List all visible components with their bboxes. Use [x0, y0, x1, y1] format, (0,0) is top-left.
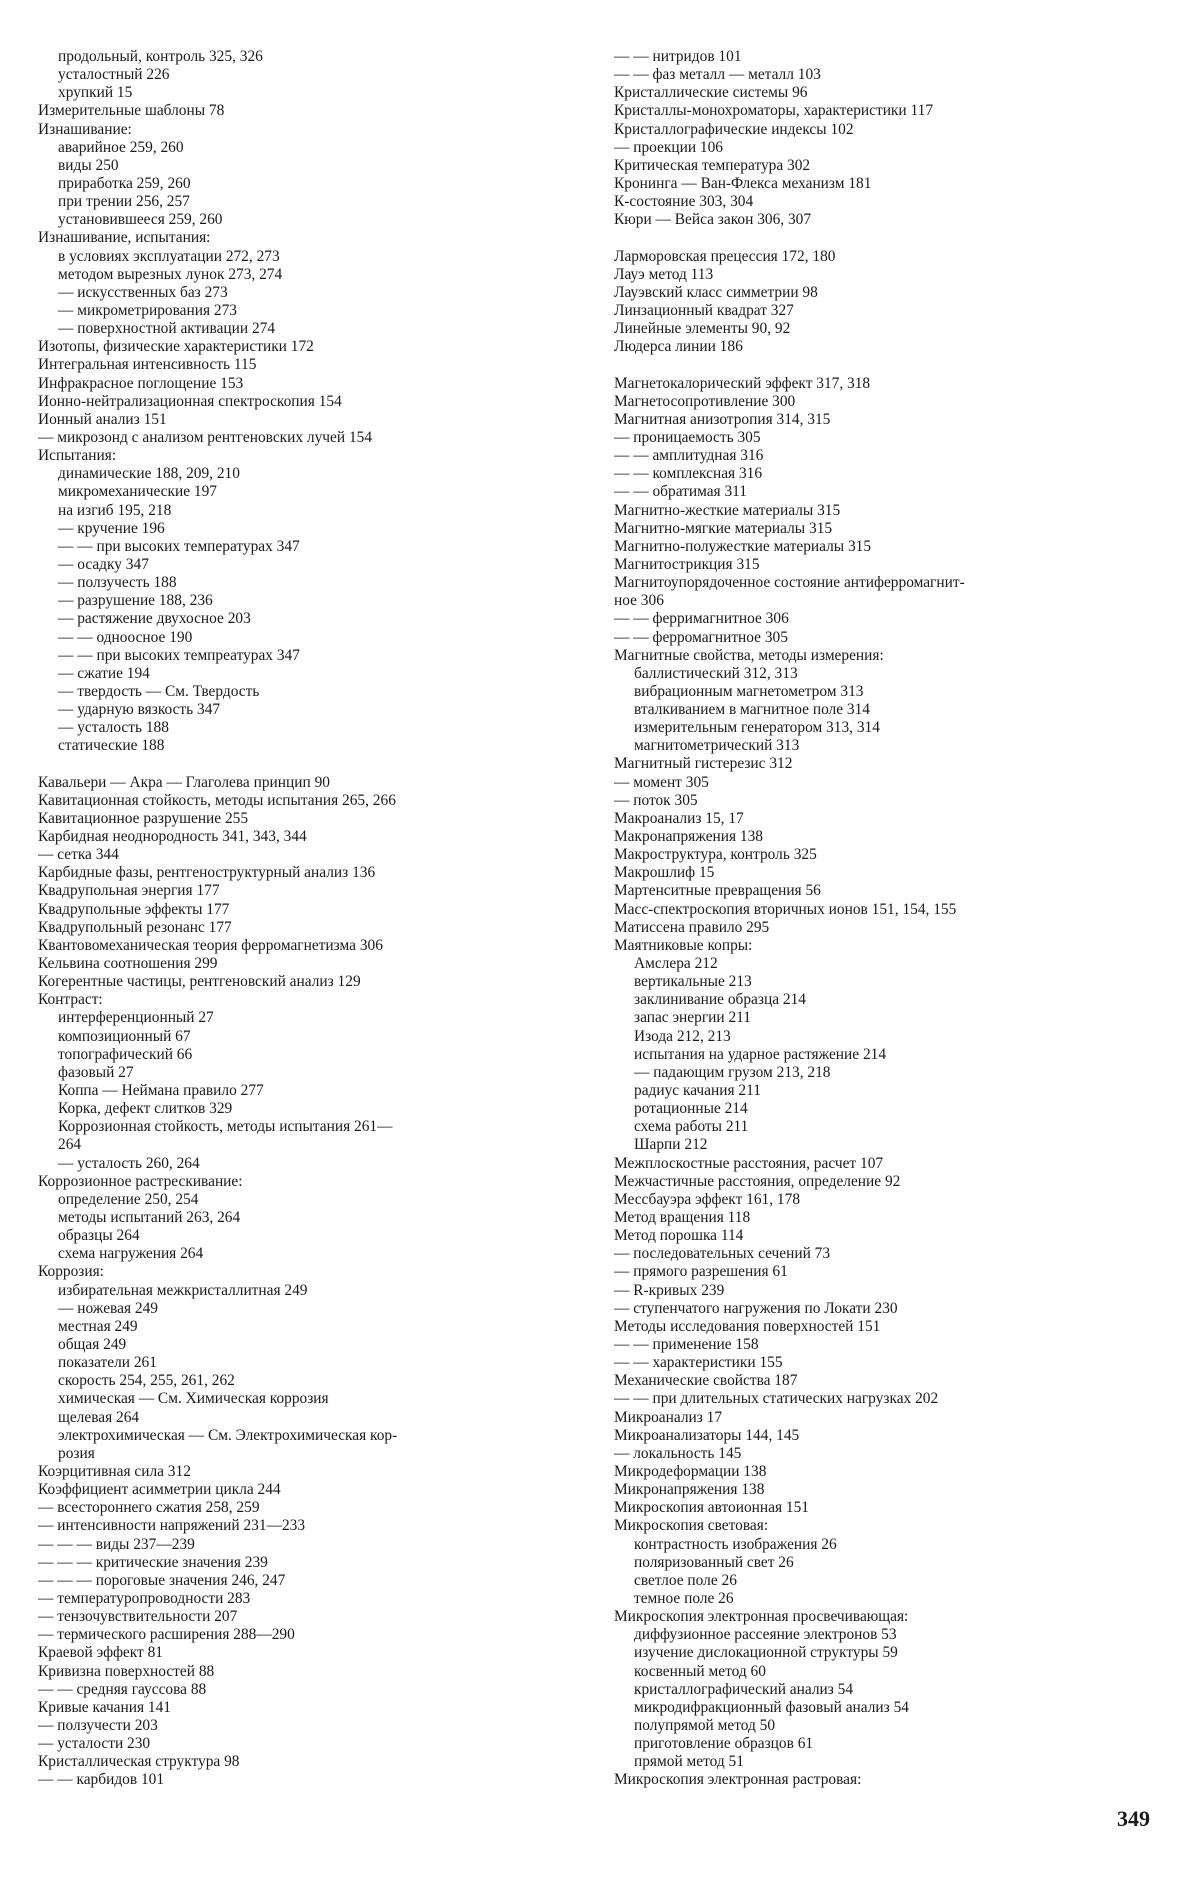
- index-entry: скорость 254, 255, 261, 262: [58, 1372, 235, 1390]
- index-entry: Методы исследования поверхностей 151: [614, 1317, 881, 1335]
- index-entry: Линейные элементы 90, 92: [614, 320, 791, 338]
- index-entry: вталкиванием в магнитное поле 314: [634, 701, 871, 719]
- index-entry: усталостный 226: [58, 66, 170, 84]
- index-entry: — момент 305: [614, 773, 709, 791]
- index-entry: Магнетокалорический эффект 317, 318: [614, 374, 871, 392]
- index-entry: композиционный 67: [58, 1027, 191, 1045]
- index-entry: при трении 256, 257: [58, 193, 190, 211]
- index-entry: на изгиб 195, 218: [58, 501, 172, 519]
- index-entry: показатели 261: [58, 1354, 157, 1372]
- index-entry: Измерительные шаблоны 78: [38, 102, 225, 120]
- index-entry: Матиссена правило 295: [614, 918, 770, 936]
- index-column-left: [38, 48, 583, 1790]
- index-entry: ное 306: [614, 592, 664, 610]
- index-entry: в условиях эксплуатации 272, 273: [58, 247, 280, 265]
- index-entry: определение 250, 254: [58, 1190, 199, 1208]
- index-gap: [614, 356, 1166, 374]
- index-entry: полупрямой метод 50: [634, 1716, 776, 1734]
- index-entry: Квантовомеханическая теория ферромагнетизма 306: [38, 936, 383, 954]
- index-entry: Микроскопия световая:: [614, 1517, 769, 1535]
- index-entry: образцы 264: [58, 1227, 140, 1245]
- index-entry: — микрозонд с анализом рентгеновских лучей 154: [38, 428, 373, 446]
- index-entry: Кривизна поверхностей 88: [38, 1662, 215, 1680]
- index-entry: Микроскопия автоионная 151: [614, 1499, 809, 1517]
- index-entry: хрупкий 15: [58, 84, 133, 102]
- index-entry: Кривые качания 141: [38, 1698, 171, 1716]
- index-entry: Кристаллы-монохроматоры, характеристики 117: [614, 102, 934, 120]
- index-entry: — — нитридов 101: [614, 48, 742, 65]
- index-entry: Ионный анализ 151: [38, 410, 167, 428]
- index-entry: Линзационный квадрат 327: [614, 301, 794, 319]
- index-entry: — интенсивности напряжений 231—233: [38, 1517, 306, 1535]
- index-entry: вертикальные 213: [634, 973, 752, 991]
- index-entry: К-состояние 303, 304: [614, 193, 754, 211]
- index-entry: Коррозионное растрескивание:: [38, 1172, 243, 1190]
- index-entry: динамические 188, 209, 210: [58, 465, 240, 483]
- index-entry: ротационные 214: [634, 1100, 748, 1118]
- index-entry: — растяжение двухосное 203: [58, 610, 251, 628]
- index-entry: — усталость 188: [58, 719, 169, 737]
- index-entry: приработка 259, 260: [58, 174, 191, 192]
- index-entry: Кавитационное разрушение 255: [38, 809, 249, 827]
- index-entry: продольный, контроль 325, 326: [58, 48, 263, 65]
- index-entry: Коэффициент асимметрии цикла 244: [38, 1481, 281, 1499]
- index-entry: щелевая 264: [58, 1408, 140, 1426]
- index-entry: Коррозия:: [38, 1263, 104, 1281]
- index-entry: — температуропроводности 283: [38, 1589, 251, 1607]
- index-entry: — — характеристики 155: [614, 1354, 783, 1372]
- index-entry: Лауэ метод 113: [614, 265, 714, 283]
- index-entry: вибрационным магнетометром 313: [634, 682, 864, 700]
- index-entry: Кавальери — Акра — Глаголева принцип 90: [38, 773, 330, 791]
- index-entry: — — карбидов 101: [38, 1771, 165, 1789]
- index-entry: — — применение 158: [614, 1335, 759, 1353]
- index-entry: — ножевая 249: [58, 1299, 158, 1317]
- index-entry: — ползучести 203: [38, 1716, 158, 1734]
- index-entry: Изода 212, 213: [634, 1027, 731, 1045]
- index-gap: [614, 229, 1166, 247]
- index-entry: заклинивание образца 214: [634, 991, 806, 1009]
- index-entry: статические 188: [58, 737, 165, 755]
- index-entry: Микроскопия электронная растровая:: [614, 1771, 862, 1789]
- index-entry: — — — пороговые значения 246, 247: [38, 1571, 286, 1589]
- index-entry: схема нагружения 264: [58, 1245, 204, 1263]
- index-entry: Механические свойства 187: [614, 1372, 798, 1390]
- index-entry: приготовление образцов 61: [634, 1735, 814, 1753]
- index-entry: — усталости 230: [38, 1735, 151, 1753]
- index-entry: Когерентные частицы, рентгеновский анализ 129: [38, 973, 361, 991]
- index-entry: магнитометрический 313: [634, 737, 800, 755]
- index-entry: прямой метод 51: [634, 1753, 744, 1771]
- index-entry: Кристаллические системы 96: [614, 84, 808, 102]
- index-entry: изучение дислокационной структуры 59: [634, 1644, 898, 1662]
- index-entry: микродифракционный фазовый анализ 54: [634, 1698, 909, 1716]
- index-entry: — проекции 106: [614, 138, 724, 156]
- index-entry: Кристаллографические индексы 102: [614, 120, 854, 138]
- index-entry: — микрометрирования 273: [58, 301, 237, 319]
- index-entry: Квадрупольная энергия 177: [38, 882, 220, 900]
- index-entry: Корка, дефект слитков 329: [58, 1100, 233, 1118]
- index-entry: Шарпи 212: [634, 1136, 708, 1154]
- index-entry: Лауэвский класс симметрии 98: [614, 283, 818, 301]
- index-entry: Изотопы, физические характеристики 172: [38, 338, 314, 356]
- index-entry: Инфракрасное поглощение 153: [38, 374, 244, 392]
- index-entry: общая 249: [58, 1335, 127, 1353]
- index-entry: Микроанализаторы 144, 145: [614, 1426, 800, 1444]
- index-entry: — кручение 196: [58, 519, 165, 537]
- index-entry: баллистический 312, 313: [634, 664, 798, 682]
- index-entry: методом вырезных лунок 273, 274: [58, 265, 283, 283]
- index-entry: — R-кривых 239: [614, 1281, 725, 1299]
- index-entry: избирательная межкристаллитная 249: [58, 1281, 308, 1299]
- index-entry: — — комплексная 316: [614, 465, 763, 483]
- index-entry: — искусственных баз 273: [58, 283, 228, 301]
- index-entry: Микроанализ 17: [614, 1408, 723, 1426]
- index-entry: Микронапряжения 138: [614, 1481, 765, 1499]
- index-entry: — проницаемость 305: [614, 428, 761, 446]
- index-entry: темное поле 26: [634, 1589, 734, 1607]
- index-entry: — — — критические значения 239: [38, 1553, 268, 1571]
- index-entry: — осадку 347: [58, 555, 149, 573]
- index-entry: — падающим грузом 213, 218: [634, 1063, 831, 1081]
- index-entry: топографический 66: [58, 1045, 193, 1063]
- index-entry: Магнитострикция 315: [614, 555, 760, 573]
- index-entry: запас энергии 211: [634, 1009, 751, 1027]
- index-entry: — прямого разрешения 61: [614, 1263, 788, 1281]
- index-entry: Магнитно-мягкие материалы 315: [614, 519, 833, 537]
- index-entry: Магнетосопротивление 300: [614, 392, 796, 410]
- index-entry: Ларморовская прецессия 172, 180: [614, 247, 836, 265]
- index-entry: — — одноосное 190: [58, 628, 193, 646]
- index-entry: — — обратимая 311: [614, 483, 747, 501]
- index-entry: Метод вращения 118: [614, 1209, 751, 1226]
- index-entry: — — ферримагнитное 306: [614, 610, 789, 628]
- index-entry: Макроструктура, контроль 325: [614, 846, 817, 864]
- page-number: 349: [1117, 1806, 1150, 1831]
- index-entry: виды 250: [58, 156, 119, 174]
- index-entry: радиус качания 211: [634, 1082, 761, 1100]
- index-entry: местная 249: [58, 1317, 138, 1335]
- index-entry: кристаллографический анализ 54: [634, 1680, 854, 1698]
- index-entry: интерференционный 27: [58, 1009, 214, 1027]
- index-entry: — поток 305: [614, 791, 698, 809]
- index-entry: Кристаллическая структура 98: [38, 1753, 240, 1771]
- index-entry: Коппа — Неймана правило 277: [58, 1082, 264, 1100]
- index-entry: поляризованный свет 26: [634, 1553, 794, 1571]
- index-entry: микромеханические 197: [58, 483, 217, 501]
- index-entry: — — ферромагнитное 305: [614, 628, 788, 646]
- index-entry: Мартенситные превращения 56: [614, 882, 821, 900]
- index-entry: Квадрупольные эффекты 177: [38, 900, 230, 918]
- index-entry: Карбидные фазы, рентгеноструктурный анализ 136: [38, 864, 376, 882]
- index-entry: Мессбауэра эффект 161, 178: [614, 1190, 801, 1208]
- index-entry: электрохимическая — См. Электрохимическая кор-: [58, 1426, 398, 1444]
- index-entry: — поверхностной активации 274: [58, 320, 276, 338]
- index-entry: — ступенчатого нагружения по Локати 230: [614, 1299, 898, 1317]
- index-entry: испытания на ударное растяжение 214: [634, 1045, 887, 1063]
- index-entry: Карбидная неоднородность 341, 343, 344: [38, 828, 307, 846]
- index-entry: Межплоскостные расстояния, расчет 107: [614, 1154, 884, 1172]
- index-entry: — — амплитудная 316: [614, 447, 764, 465]
- index-entry: аварийное 259, 260: [58, 138, 184, 156]
- index-entry: — сжатие 194: [58, 664, 150, 682]
- index-entry: установившееся 259, 260: [58, 211, 223, 229]
- index-entry: диффузионное рассеяние электронов 53: [634, 1626, 897, 1644]
- index-entry: Кавитационная стойкость, методы испытания 265, 266: [38, 791, 396, 809]
- index-entry: — — средняя гауссова 88: [38, 1680, 207, 1698]
- index-entry: Магнитоупорядоченное состояние антиферромагнит-: [614, 574, 965, 592]
- index-column-right: [614, 48, 1166, 1790]
- index-entry: — последовательных сечений 73: [614, 1245, 831, 1263]
- index-entry: розия: [58, 1444, 95, 1462]
- index-entry: Кельвина соотношения 299: [38, 955, 218, 973]
- index-entry: Краевой эффект 81: [38, 1644, 164, 1662]
- index-entry: — сетка 344: [38, 846, 119, 864]
- index-entry: Испытания:: [38, 447, 117, 465]
- index-entry: Контраст:: [38, 991, 103, 1009]
- index-entry: Метод порошка 114: [614, 1227, 744, 1245]
- index-entry: Масс-спектроскопия вторичных ионов 151, 154, 155: [614, 900, 957, 918]
- index-entry: Изнашивание:: [38, 120, 132, 138]
- index-entry: Макрошлиф 15: [614, 864, 715, 882]
- index-entry: Кюри — Вейса закон 306, 307: [614, 211, 812, 229]
- index-entry: Макроанализ 15, 17: [614, 809, 744, 827]
- index-entry: Магнитно-полужесткие материалы 315: [614, 537, 872, 555]
- index-entry: методы испытаний 263, 264: [58, 1209, 241, 1226]
- index-entry: Межчастичные расстояния, определение 92: [614, 1172, 901, 1190]
- index-entry: Людерса линии 186: [614, 338, 743, 356]
- index-entry: — тензочувствительности 207: [38, 1608, 238, 1626]
- index-entry: химическая — См. Химическая коррозия: [58, 1390, 329, 1408]
- index-entry: Магнитный гистерезис 312: [614, 755, 793, 773]
- index-entry: — — фаз металл — металл 103: [614, 66, 821, 84]
- index-entry: Кронинга — Ван-Флекса механизм 181: [614, 174, 872, 192]
- index-entry: Микродеформации 138: [614, 1462, 767, 1480]
- index-entry: — локальность 145: [614, 1444, 742, 1462]
- index-entry: Макронапряжения 138: [614, 828, 764, 846]
- index-entry: Амслера 212: [634, 955, 718, 973]
- index-entry: Магнитная анизотропия 314, 315: [614, 410, 831, 428]
- index-entry: — всестороннего сжатия 258, 259: [38, 1499, 260, 1517]
- index-entry: Ионно-нейтрализационная спектроскопия 154: [38, 392, 342, 410]
- index-entry: Критическая температура 302: [614, 156, 811, 174]
- index-entry: Изнашивание, испытания:: [38, 229, 211, 247]
- index-entry: Маятниковые копры:: [614, 936, 753, 954]
- index-entry: Микроскопия электронная просвечивающая:: [614, 1608, 909, 1626]
- index-entry: 264: [58, 1136, 82, 1154]
- index-entry: — — при высоких температурах 347: [58, 537, 300, 555]
- index-entry: фазовый 27: [58, 1063, 134, 1081]
- index-entry: Коррозионная стойкость, методы испытания 261—: [58, 1118, 393, 1136]
- index-entry: косвенный метод 60: [634, 1662, 766, 1680]
- index-entry: Магнитные свойства, методы измерения:: [614, 646, 884, 664]
- index-entry: — разрушение 188, 236: [58, 592, 213, 610]
- index-entry: схема работы 211: [634, 1118, 749, 1136]
- index-entry: — — — виды 237—239: [38, 1535, 195, 1553]
- index-gap: [38, 755, 583, 773]
- index-entry: — термического расширения 288—290: [38, 1626, 295, 1644]
- index-entry: измерительным генератором 313, 314: [634, 719, 880, 737]
- index-entry: — ударную вязкость 347: [58, 701, 221, 719]
- index-entry: светлое поле 26: [634, 1571, 737, 1589]
- index-entry: — — при высоких темпреатурах 347: [58, 646, 300, 664]
- index-entry: — твердость — См. Твердость: [58, 682, 260, 700]
- index-entry: Магнитно-жесткие материалы 315: [614, 501, 841, 519]
- index-entry: Квадрупольный резонанс 177: [38, 918, 232, 936]
- index-entry: Коэрцитивная сила 312: [38, 1462, 191, 1480]
- index-entry: контрастность изображения 26: [634, 1535, 837, 1553]
- index-entry: — усталость 260, 264: [58, 1154, 200, 1172]
- index-entry: — ползучесть 188: [58, 574, 177, 592]
- index-entry: Интегральная интенсивность 115: [38, 356, 257, 374]
- index-entry: — — при длительных статических нагрузках 202: [614, 1390, 939, 1408]
